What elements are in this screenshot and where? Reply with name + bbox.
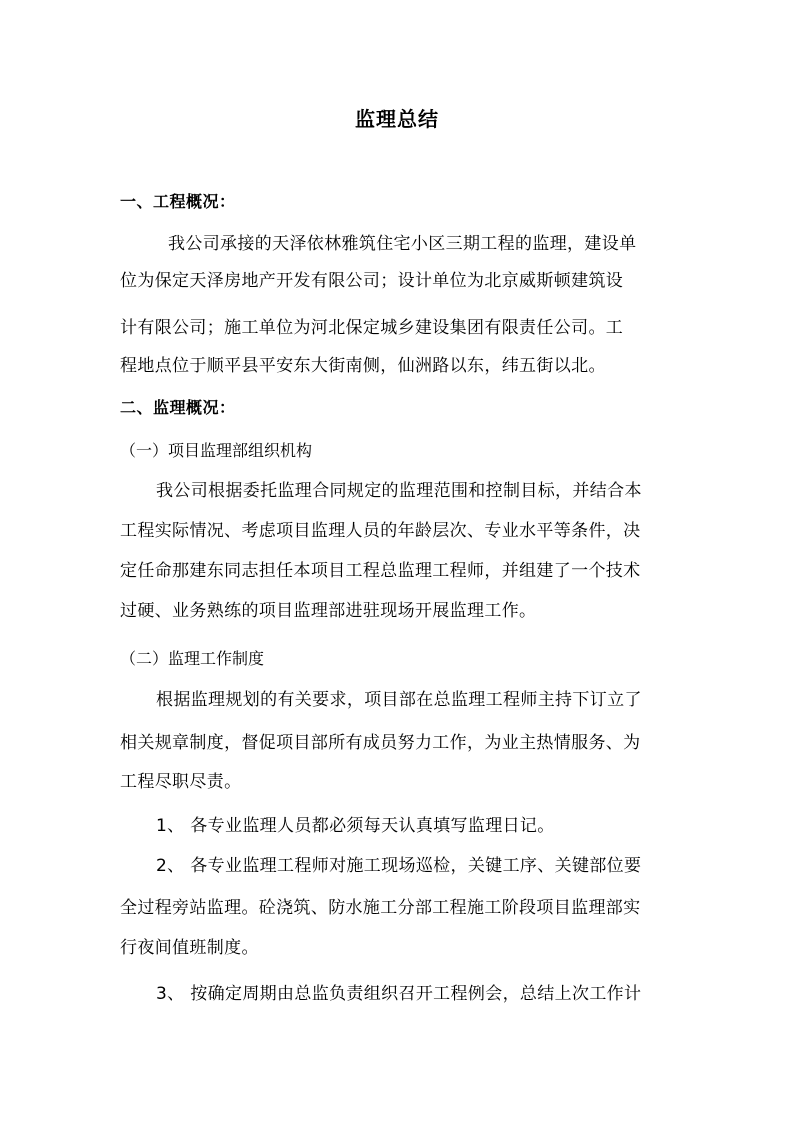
list-item-line: 行夜间值班制度。	[120, 938, 259, 958]
paragraph-line: 工程实际情况、考虑项目监理人员的年龄层次、专业水平等条件，决	[120, 521, 641, 541]
section-heading-project-overview: 一、工程概况：	[120, 192, 236, 211]
list-item-line: 全过程旁站监理。砼浇筑、防水施工分部工程施工阶段项目监理部实	[120, 898, 641, 918]
paragraph-line: 计有限公司；施工单位为河北保定城乡建设集团有限责任公司。工	[120, 318, 624, 338]
paragraph-line: 我公司承接的天泽依林雅筑住宅小区三期工程的监理，建设单	[168, 234, 637, 254]
list-item-line: 1、 各专业监理人员都必须每天认真填写监理日记。	[156, 816, 555, 836]
paragraph-line: 我公司根据委托监理合同规定的监理范围和控制目标，并结合本	[156, 481, 642, 501]
paragraph-line: 定任命那建东同志担任本项目工程总监理工程师，并组建了一个技术	[120, 561, 641, 581]
list-item-line: 3、 按确定周期由总监负责组织召开工程例会，总结上次工作计	[156, 984, 642, 1004]
paragraph-line: 位为保定天泽房地产开发有限公司；设计单位为北京威斯顿建筑设	[120, 271, 624, 291]
paragraph-line: 相关规章制度，督促项目部所有成员努力工作，为业主热情服务、为	[120, 733, 641, 753]
list-item-line: 2、 各专业监理工程师对施工现场巡检，关键工序、关键部位要	[156, 856, 642, 876]
paragraph-line: 根据监理规划的有关要求，项目部在总监理工程师主持下订立了	[156, 690, 642, 710]
document-title: 监理总结	[355, 107, 439, 131]
paragraph-line: 程地点位于顺平县平安东大街南侧，仙洲路以东，纬五街以北。	[120, 356, 606, 376]
subsection-heading-organization: （一）项目监理部组织机构	[120, 441, 313, 460]
paragraph-line: 工程尽职尽责。	[120, 772, 242, 792]
paragraph-line: 过硬、业务熟练的项目监理部进驻现场开展监理工作。	[120, 601, 537, 621]
section-heading-supervision-overview: 二、监理概况：	[120, 398, 236, 417]
subsection-heading-work-rules: （二）监理工作制度	[120, 649, 265, 668]
